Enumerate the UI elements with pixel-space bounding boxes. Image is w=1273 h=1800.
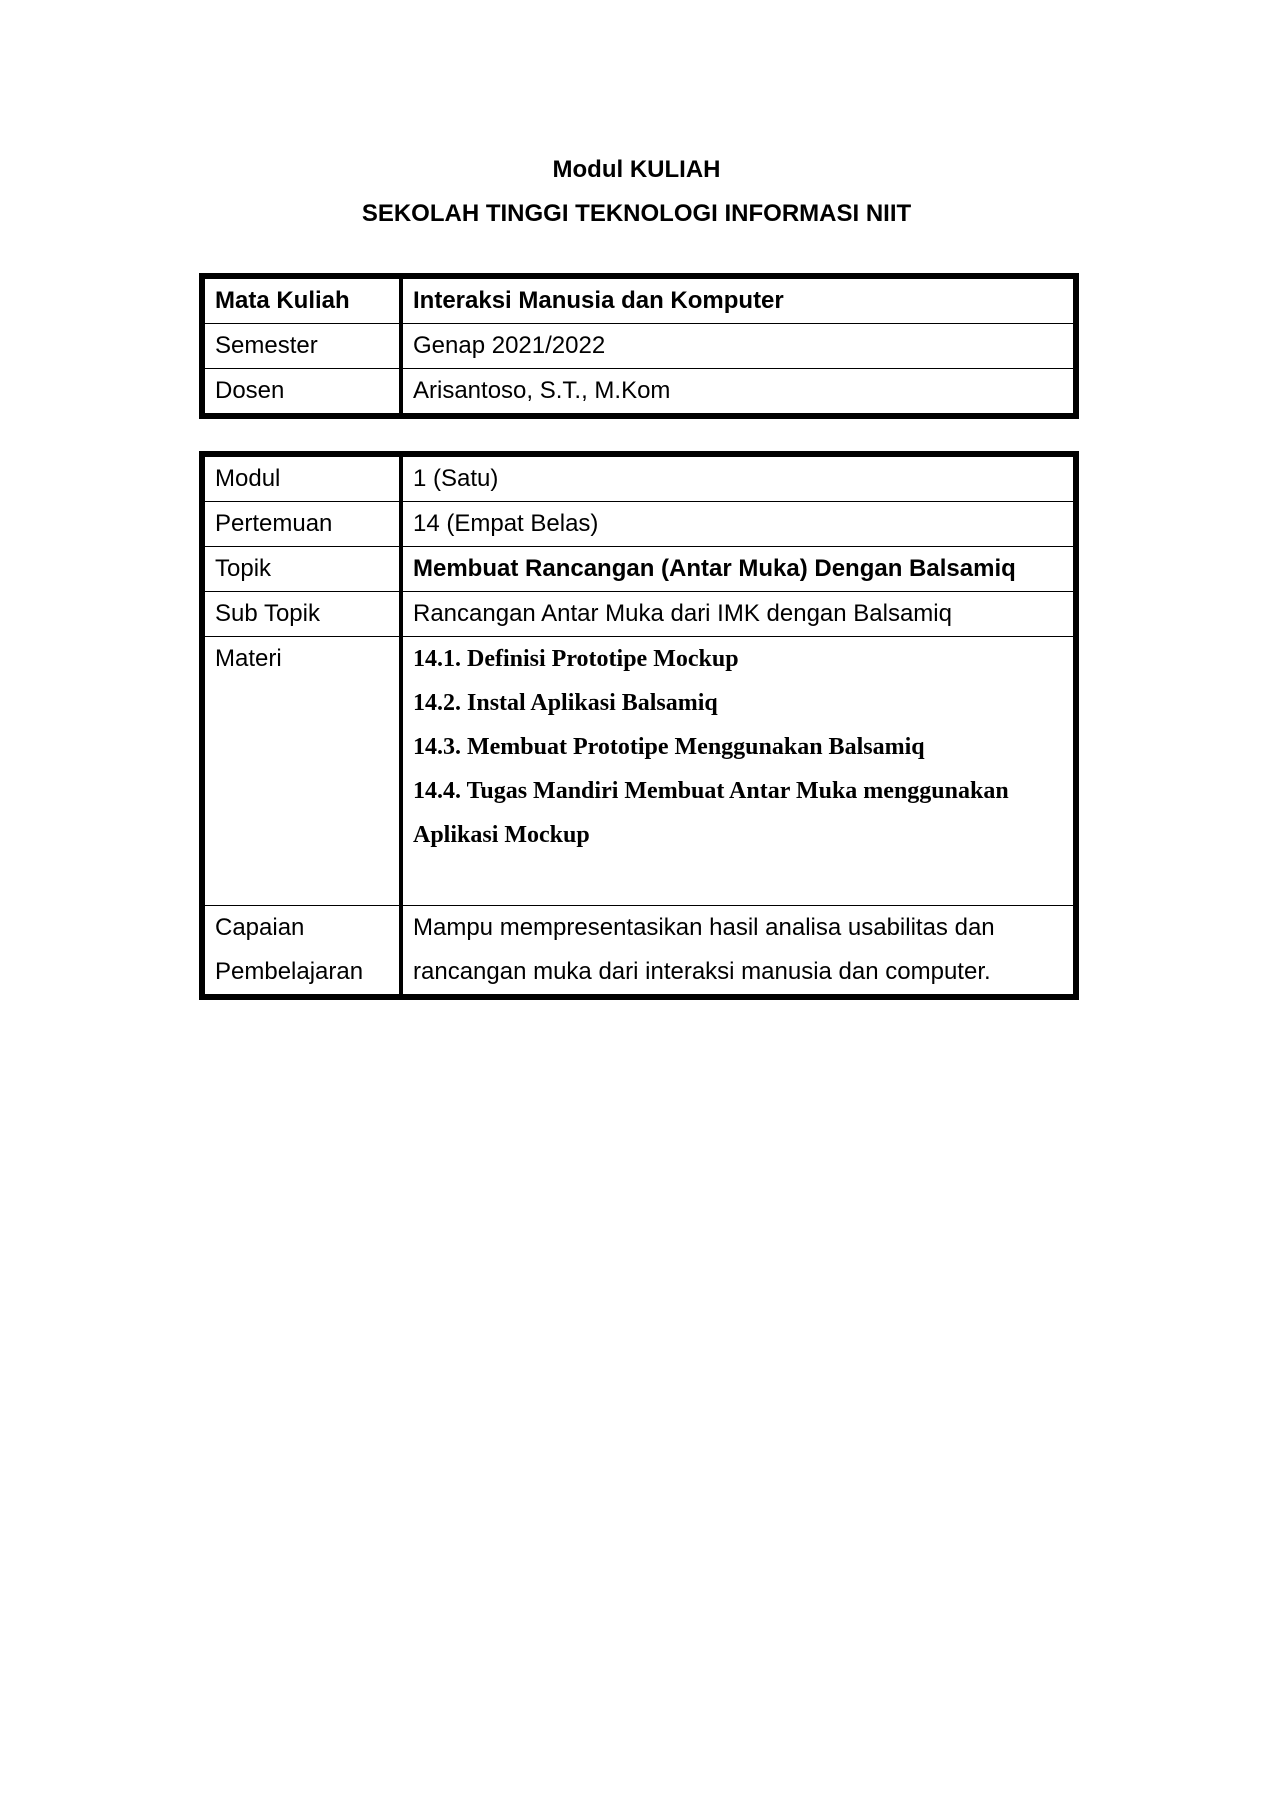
table-row [202,454,1076,502]
module-info-table [199,451,1079,1000]
table-row [202,502,1076,547]
table-row [202,324,1076,369]
materi-list [413,637,1063,857]
list-item: 14.1. Definisi Prototipe Mockup [413,646,739,672]
list-item: 14.4. Tugas Mandiri Membuat Antar Muka menggunakan Aplikasi Mockup [413,778,1009,848]
modul-label: Modul [202,454,401,502]
topik-label: Topik [202,547,401,592]
pertemuan-label: Pertemuan [202,502,401,547]
sub-topik-label: Sub Topik [202,592,401,637]
semester-value: Genap 2021/2022 [401,324,1076,369]
sub-topik-value: Rancangan Antar Muka dari IMK dengan Balsamiq [401,592,1076,637]
table-row [202,592,1076,637]
mata-kuliah-value: Interaksi Manusia dan Komputer [401,276,1076,324]
materi-label: Materi [202,637,401,906]
pertemuan-value: 14 (Empat Belas) [401,502,1076,547]
table-row [202,547,1076,592]
table-row [202,369,1076,417]
institution-name: SEKOLAH TINGGI TEKNOLOGI INFORMASI NIIT [361,200,912,227]
table-row [202,906,1076,998]
mata-kuliah-label: Mata Kuliah [202,276,401,324]
topik-value: Membuat Rancangan (Antar Muka) Dengan Balsamiq [401,547,1076,592]
capaian-label: Capaian Pembelajaran [202,906,401,998]
dosen-label: Dosen [202,369,401,417]
materi-value [401,637,1076,906]
dosen-value: Arisantoso, S.T., M.Kom [401,369,1076,417]
course-info-table [199,273,1079,419]
list-item: 14.2. Instal Aplikasi Balsamiq [413,690,718,716]
list-item: 14.3. Membuat Prototipe Menggunakan Balsamiq [413,734,925,760]
modul-value: 1 (Satu) [401,454,1076,502]
table-row [202,637,1076,906]
semester-label: Semester [202,324,401,369]
capaian-value: Mampu mempresentasikan hasil analisa usabilitas dan rancangan muka dari interaksi manusia dan computer. [401,906,1076,998]
document-title: Modul KULIAH [552,156,721,183]
table-row [202,276,1076,324]
